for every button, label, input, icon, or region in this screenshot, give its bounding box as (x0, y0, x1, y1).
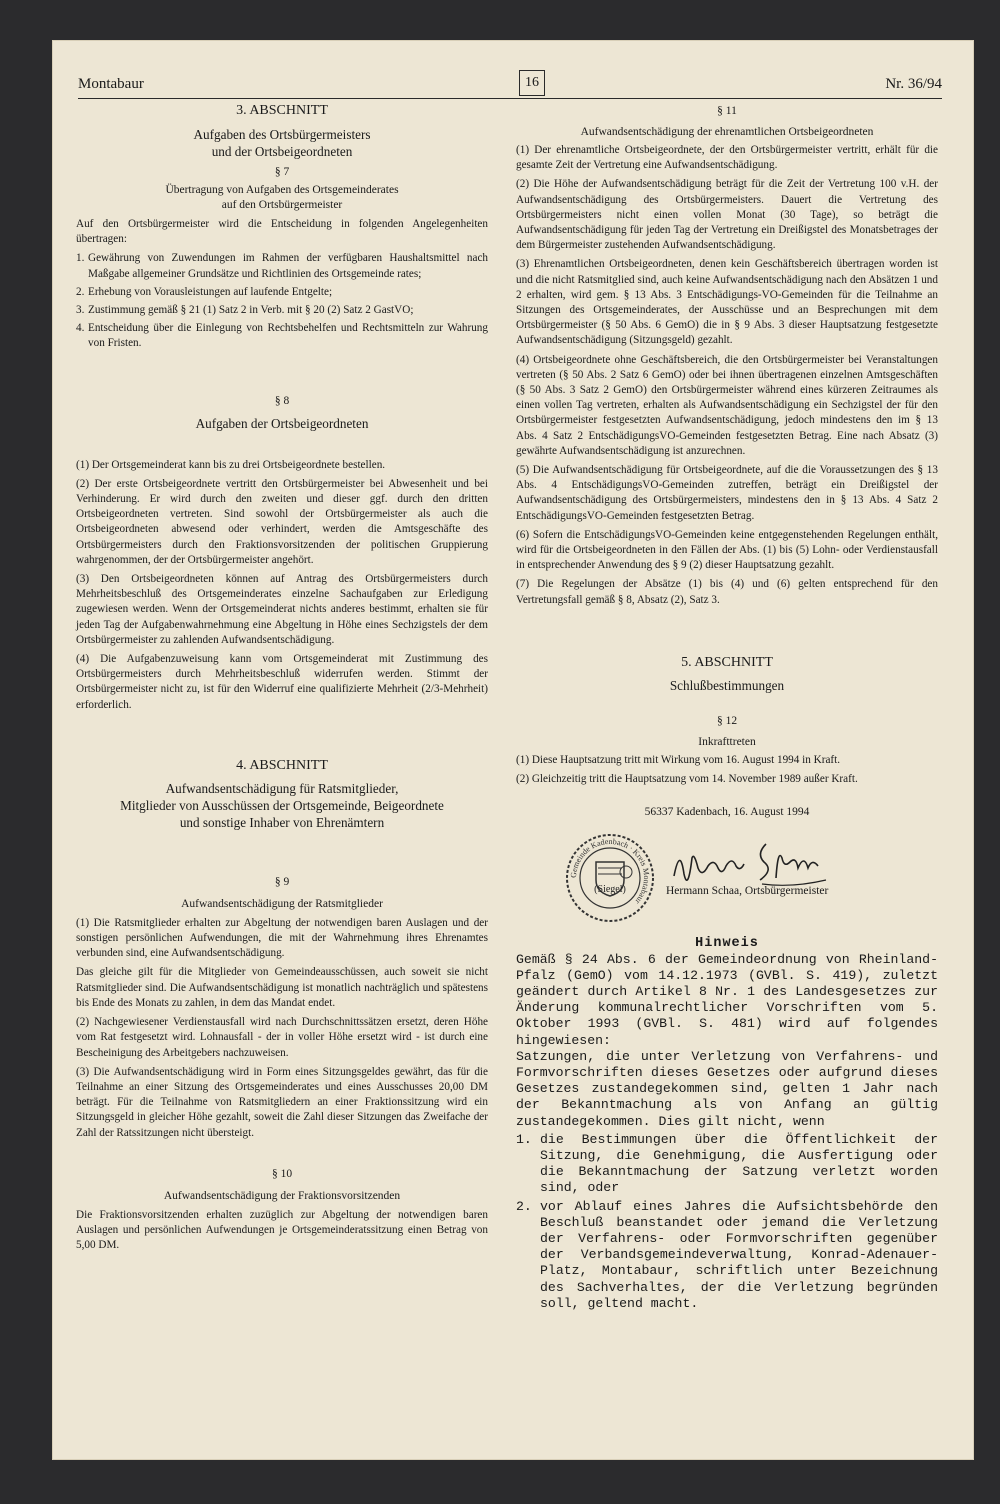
para-12-number: § 12 (716, 714, 738, 727)
section-4-subtitle-3: und sonstige Inhaber von Ehrenämtern (179, 814, 385, 830)
para-7-item (76, 285, 488, 300)
right-column (516, 102, 938, 1314)
place-and-date: 56337 Kadenbach, 16. August 1994 (644, 806, 810, 819)
document-page (52, 40, 974, 1460)
para-11-number: § 11 (717, 105, 737, 117)
section-3-title: 3. ABSCHNITT (236, 103, 328, 118)
para-10-text: Die Fraktionsvorsitzenden erhalten zuzüglich zur Abgeltung der notwendigen baren Auslagen und persönlichen Aufwendungen je Ortsgemeinderatssitzung einen Betrag von 5,00 DM. (76, 1208, 488, 1252)
para-11-text: (2) Die Höhe der Aufwandsentschädigung beträgt für die Zeit der Vertretung 100 v.H. der Aufwandsentschädigung des Ortsbürgermeisters. Dauert die Vertretung des Ortsbürgermeisters nicht einen vollen Monat (30 Tage), so beträgt die Aufwandsentschädigung für jeden Tag der Vertretung ein Dreißigstel des Monatsbetrages der dem Bürgermeister zustehenden Aufwandsentschädigung. (516, 178, 938, 252)
item-text: Gewährung von Zuwendungen im Rahmen der verfügbaren Haushaltsmittel nach Maßgabe allgemeiner Grundsätze und Richtlinien des Ortsgemeinde rates; (88, 252, 488, 280)
item-text: Zustimmung gemäß § 21 (1) Satz 2 in Verb. mit § 20 (2) Satz 2 GastVO; (88, 304, 414, 317)
para-11-text: (4) Ortsbeigeordnete ohne Geschäftsbereich, die den Ortsbürgermeister bei Veranstaltungen vertreten (§ 50 Abs. 2 Satz 6 GemO) oder bei ihnen übertragenen einzelnen Amtsgeschäften (§ 50 Abs. 3 Satz 2 GemO) den Ortsbürgermeister während eines kürzeren Zeitraumes als einen vollen Tag vertreten, erhalten als Aufwandsentschädigung ein Sechzigstel der für den Ortsbürgermeister festgesetzten Aufwandsentschädigung, jedoch mindestens den im § 13 Abs. 4 Satz 2 EntschädigungsVO-Gemeinden festgesetzten Betrag. Eine nach Absatz (3) gewährte Aufwandsentschädigung ist anzurechnen. (516, 353, 938, 457)
item-text: Erhebung von Vorausleistungen auf laufende Entgelte; (88, 285, 333, 298)
para-7-intro: Auf den Ortsbürgermeister wird die Entscheidung in folgenden Angelegenheiten übertragen: (76, 218, 488, 246)
para-7-number: § 7 (274, 166, 290, 178)
para-7-title-2: auf den Ortsbürgermeister (221, 199, 343, 211)
para-8-text: (3) Den Ortsbeigeordneten können auf Antrag des Ortsbürgermeisters durch Mehrheitsbeschluß des Ortsgemeinderates einzelne Sachaufgaben zur Erledigung zugewiesen werden. Wenn der Ortsgemeinderat nichts anderes bestimmt, erhalten sie für jeden Tag der Aufgabenwahrnehmung eine Abgeltung in Höhe eines Sechzigstels der dem Ortsbürgermeister zu zahlenden Aufwandsentschädigung. (76, 573, 488, 646)
para-11-text: (6) Sofern die EntschädigungsVO-Gemeinden keine entgegenstehenden Regelungen enthält, wird für die Ortsbeigeordneten in den Fällen der Abs. (1) bis (5) Lohn- oder Verdienstausfall in entsprechender Anwendung des § 9 (2) dieser Hauptsatzung gezahlt. (516, 528, 938, 572)
para-7-item (76, 251, 488, 281)
section-3-subtitle-1: Aufgaben des Ortsbürgermeisters (193, 127, 371, 142)
para-8-title: Aufgaben der Ortsbeigeordneten (195, 415, 369, 431)
header-town: Montabaur (78, 76, 144, 92)
para-12-text: (1) Diese Hauptsatzung tritt mit Wirkung vom 16. August 1994 in Kraft. (516, 753, 841, 766)
para-11-text: (5) Die Aufwandsentschädigung für Ortsbeigeordnete, auf die die Voraussetzungen des § 13 Abs. 4 EntschädigungsVO-Gemeinden zutreffen, beträgt ein Dreißigstel der Aufwandsentschädigung des Ortsbürgermeisters, mindestens den in § 13 Abs. 4 Satz 2 EntschädigungsVO-Gemeinden festgesetzten Betrag. (516, 464, 938, 522)
item-number: 1. (76, 252, 85, 265)
item-number: 2. (516, 1198, 532, 1214)
section-4-subtitle-2: Mitglieder von Ausschüssen der Ortsgemeinde, Beigeordnete (120, 797, 444, 813)
notice-item (516, 1199, 938, 1312)
section-4-title: 4. ABSCHNITT (236, 757, 328, 773)
official-seal (564, 832, 656, 924)
para-8-text: (4) Die Aufgabenzuweisung kann vom Ortsgemeinderat mit Zustimmung des Ortsbürgermeisters durch Mehrheitsbeschluß widerrufen werden. Stimmt der Ortsbürgermeister nicht zu, ist für den Widerruf eine qualifizierte Mehrheit (2/3-Mehrheit) erforderlich. (76, 653, 488, 711)
para-7-item (76, 321, 488, 351)
para-8-text: (1) Der Ortsgemeinderat kann bis zu drei Ortsbeigeordnete bestellen. (76, 458, 386, 471)
section-5-title: 5. ABSCHNITT (681, 654, 773, 670)
item-number: 2. (76, 285, 85, 298)
header-page-number: 16 (519, 70, 545, 96)
para-9-number: § 9 (274, 875, 290, 888)
page-header (78, 76, 942, 99)
notice-title: Hinweis (695, 936, 759, 952)
para-11-title: Aufwandsentschädigung der ehrenamtlichen Ortsbeigeordneten (580, 126, 874, 138)
para-8-text: (2) Der erste Ortsbeigeordnete vertritt den Ortsbürgermeister bei Abwesenheit und bei Verhinderung. Er wird durch den zweiten und dieser ggf. durch den dritten Ortsbeigeordneten vertreten. Sind sowohl der Ortsbürgermeister als auch die Ortsbeigeordneten abwesend oder verhindert, werden die Amtsgeschäfte des Ortsbürgermeisters durch den Fraktionsvorsitzenden der politischen Gruppierung wahrgenommen, der der Ortsbürgermeister angehört. (76, 477, 488, 566)
item-text: die Bestimmungen über die Öffentlichkeit der Sitzung, die Genehmigung, die Ausfertigung oder die Bekanntmachung der Satzung verletzt worden sind, oder (540, 1131, 938, 1196)
para-9-text: (2) Nachgewiesener Verdienstausfall wird nach Durchschnittssätzen ersetzt, deren Höhe vom Rat festgesetzt wird. Lohnausfall - der in voller Höhe ersetzt wird - ist durch eine Bescheinigung des Arbeitgebers nachzuweisen. (76, 1016, 488, 1059)
notice-text: Satzungen, die unter Verletzung von Verfahrens- und Formvorschriften dieses Gesetzes oder aufgrund dieses Gesetzes zustandegekommen sind, gelten 1 Jahr nach der Bekanntmachung als von Anfang an gültig zustandegekommen. Dies gilt nicht, wenn (516, 1048, 938, 1129)
seal-label: (Siegel) (594, 884, 626, 896)
notice-body (516, 952, 938, 1312)
item-number: 1. (516, 1131, 532, 1147)
signatory-name: Hermann Schaa, Ortsbürgermeister (666, 885, 829, 898)
para-8-number: § 8 (274, 394, 290, 407)
section-5-subtitle: Schlußbestimmungen (669, 677, 785, 693)
notice-item (516, 1132, 938, 1197)
para-10-number: § 10 (271, 1167, 293, 1180)
para-12-title: Inkrafttreten (698, 735, 756, 748)
item-text: Entscheidung über die Einlegung von Rechtsbehelfen und Rechtsmitteln zur Wahrung von Fristen. (88, 322, 488, 350)
item-number: 4. (76, 322, 85, 335)
para-11-text: (3) Ehrenamtlichen Ortsbeigeordneten, denen kein Geschäftsbereich übertragen worden ist und die nicht Ratsmitglied sind, auch keine Aufwandsentschädigung nach den Absätzen 1 und 2 erhalten, wird gem. § 13 Abs. 3 Entschädigungs-VO-Gemeinden für die Teilnahme an Sitzungen des Ortsgemeinderates, der Ausschüsse und an Besprechungen mit dem Ortsbürgermeister (§ 50 Abs. 6 GemO) die in § 9 Abs. 3 dieser Hauptsatzung festgesetzte Aufwandsentschädigung (Sitzungsgeld) gezahlt. (516, 258, 938, 347)
section-3-subtitle-2: und der Ortsbeigeordneten (211, 144, 353, 159)
para-7-title-1: Übertragung von Aufgaben des Ortsgemeinderates (165, 184, 399, 196)
section-4-subtitle-1: Aufwandsentschädigung für Ratsmitglieder, (165, 780, 399, 796)
item-text: vor Ablauf eines Jahres die Aufsichtsbehörde den Beschluß beanstandet oder jemand die Verletzung der Verfahrens- oder Formvorschriften gegenüber der Verbandsgemeindeverwaltung, Konrad-Adenauer-Platz, Montabaur, schriftlich unter Bezeichnung des Sachverhaltes, der die Verletzung begründen soll, geltend macht. (540, 1198, 938, 1311)
left-column (76, 102, 488, 1257)
para-11-text: (7) Die Regelungen der Absätze (1) bis (4) und (6) gelten entsprechend für den Vertretungsfall gemäß § 8, Absatz (2), Satz 3. (516, 578, 938, 606)
para-10-title: Aufwandsentschädigung der Fraktionsvorsitzenden (163, 1189, 401, 1202)
para-9-title: Aufwandsentschädigung der Ratsmitglieder (181, 897, 383, 910)
para-9-text: (3) Die Aufwandsentschädigung wird in Form eines Sitzungsgeldes gewährt, das für die Teilnahme an einer Sitzung des Ortsgemeinderates und eines Ausschusses 20,00 DM beträgt. Für die Teilnahme von Ratsmitgliedern an einer Fraktionssitzung wird ein Sitzungsgeld in gleicher Höhe gezahlt, soweit die Zahl dieser Sitzungen das Zweifache der Zahl der Ratssitzungen nicht übersteigt. (76, 1065, 488, 1139)
para-7-item (76, 303, 488, 318)
para-9-text: (1) Die Ratsmitglieder erhalten zur Abgeltung der notwendigen baren Auslagen und der sonstigen persönlichen Aufwendungen, die mit der Wahrnehmung ihres Ehrenamtes verbunden sind, eine Aufwandsentschädigung. (76, 916, 488, 960)
item-number: 3. (76, 304, 85, 317)
para-12-text: (2) Gleichzeitig tritt die Hauptsatzung vom 14. November 1989 außer Kraft. (516, 773, 858, 786)
seal-text: Gemeinde Kadenbach · Kreis Montabaur (568, 837, 652, 907)
header-issue-number: Nr. 36/94 (885, 76, 942, 92)
signature-block (516, 832, 938, 924)
para-11-text: (1) Der ehrenamtliche Ortsbeigeordnete, der den Ortsbürgermeister vertritt, erhält für die gesamte Zeit der Vertretung eine Aufwandsentschädigung. (516, 144, 938, 172)
notice-intro: Gemäß § 24 Abs. 6 der Gemeindeordnung von Rheinland-Pfalz (GemO) vom 14.12.1973 (GVBl. S. 419), zuletzt geändert durch Artikel 8 Nr. 1 des Landesgesetzes zur Änderung kommunalrechtlicher Vorschriften vom 5. Oktober 1993 (GVBl. S. 481) wird auf folgendes hingewiesen: (516, 951, 938, 1048)
para-9-text: Das gleiche gilt für die Mitglieder von Gemeindeausschüssen, auch soweit sie nicht Ratsmitglieder sind. Die Aufwandsentschädigung ist monatlich nachträglich und spätestens bis Ende des Monats zu zahlen, in dem das Mandat endet. (76, 966, 488, 1009)
